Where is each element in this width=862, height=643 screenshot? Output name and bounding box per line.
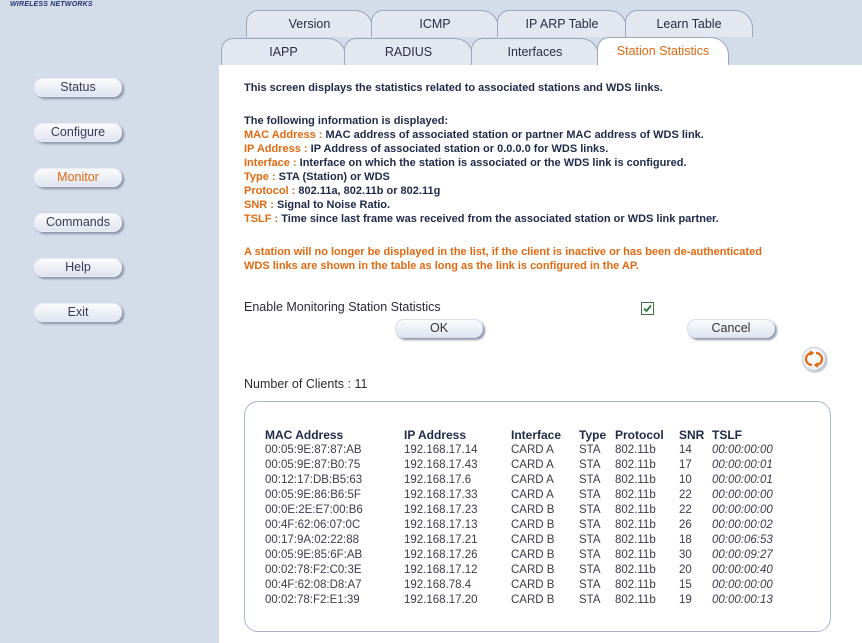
sidebar-item-status[interactable]: Status — [34, 78, 122, 97]
enable-monitoring-checkbox[interactable] — [641, 302, 654, 315]
sidebar-item-monitor[interactable]: Monitor — [34, 168, 122, 187]
cell-snr: 10 — [679, 473, 692, 486]
cell-ip: 192.168.17.43 — [404, 458, 478, 471]
cell-ip: 192.168.17.20 — [404, 593, 478, 606]
cell-protocol: 802.11b — [615, 593, 656, 606]
table-row — [265, 502, 782, 517]
cell-type: STA — [579, 458, 601, 471]
cell-mac: 00:12:17:DB:B5:63 — [265, 473, 363, 486]
col-mac-address: MAC Address — [265, 427, 344, 442]
col-snr: SNR — [679, 427, 705, 442]
table-header-row — [265, 427, 782, 442]
info-interface-text: Interface on which the station is associated or the WDS link is configured. — [299, 157, 687, 169]
col-protocol: Protocol — [615, 427, 664, 442]
col-ip-address: IP Address — [404, 427, 467, 442]
tab-version[interactable]: Version — [246, 10, 373, 37]
cell-snr: 17 — [679, 458, 692, 471]
cell-type: STA — [579, 443, 601, 456]
cell-ip: 192.168.17.23 — [404, 503, 478, 516]
cell-snr: 22 — [679, 488, 692, 501]
tab-learn-table[interactable]: Learn Table — [625, 10, 753, 37]
cell-protocol: 802.11b — [615, 458, 656, 471]
cell-type: STA — [579, 548, 601, 561]
info-type-text: STA (Station) or WDS — [278, 171, 390, 183]
cell-protocol: 802.11b — [615, 488, 656, 501]
info-tslf-text: Time since last frame was received from the associated station or WDS link partner. — [281, 213, 719, 225]
brand-logo-text: WIRELESS NETWORKS — [10, 1, 93, 8]
cell-snr: 15 — [679, 578, 692, 591]
cell-type: STA — [579, 533, 601, 546]
cell-protocol: 802.11b — [615, 563, 656, 576]
cell-tslf: 00:00:00:40 — [712, 563, 773, 576]
cell-interface: CARD B — [511, 563, 555, 576]
cell-tslf: 00:00:00:00 — [712, 488, 773, 501]
cell-type: STA — [579, 488, 601, 501]
cell-type: STA — [579, 518, 601, 531]
col-interface: Interface — [511, 427, 562, 442]
tab-radius[interactable]: RADIUS — [344, 38, 473, 65]
cell-snr: 30 — [679, 548, 692, 561]
cell-interface: CARD A — [511, 458, 554, 471]
table-row — [265, 562, 782, 577]
info-mac-text: MAC address of associated station or partner MAC address of WDS link. — [325, 129, 704, 141]
number-of-clients: Number of Clients : 11 — [244, 377, 368, 391]
intro-text: This screen displays the statistics related to associated stations and WDS links. — [244, 82, 663, 94]
tab-ip-arp-table[interactable]: IP ARP Table — [497, 10, 627, 37]
table-row — [265, 532, 782, 547]
table-row — [265, 457, 782, 472]
cell-mac: 00:05:9E:85:6F:AB — [265, 548, 363, 561]
cell-tslf: 00:00:00:00 — [712, 443, 773, 456]
cell-tslf: 00:00:00:13 — [712, 593, 773, 606]
cell-protocol: 802.11b — [615, 533, 656, 546]
station-table — [265, 427, 782, 607]
cell-protocol: 802.11b — [615, 443, 656, 456]
refresh-button[interactable] — [802, 347, 826, 371]
warning-wds: WDS links are shown in the table as long as the link is configured in the AP. — [244, 260, 639, 272]
cell-ip: 192.168.17.13 — [404, 518, 478, 531]
table-row — [265, 442, 782, 457]
cell-protocol: 802.11b — [615, 503, 656, 516]
cell-tslf: 00:00:00:00 — [712, 503, 773, 516]
cell-interface: CARD B — [511, 533, 555, 546]
info-type-label: Type : — [244, 171, 276, 183]
warning-inactive: A station will no longer be displayed in the list, if the client is inactive or has been de-authenticated — [244, 246, 762, 258]
tab-icmp[interactable]: ICMP — [371, 10, 499, 37]
info-mac-label: MAC Address : — [244, 129, 323, 141]
ok-button[interactable]: OK — [395, 319, 483, 338]
info-tslf — [244, 213, 719, 225]
cell-mac: 00:4F:62:08:D8:A7 — [265, 578, 362, 591]
cell-snr: 14 — [679, 443, 692, 456]
cell-protocol: 802.11b — [615, 518, 656, 531]
sidebar-item-commands[interactable]: Commands — [34, 213, 122, 232]
cell-tslf: 00:00:00:01 — [712, 458, 773, 471]
cell-type: STA — [579, 503, 601, 516]
info-interface — [244, 157, 687, 169]
cell-ip: 192.168.17.26 — [404, 548, 478, 561]
cell-protocol: 802.11b — [615, 548, 656, 561]
sidebar-item-configure[interactable]: Configure — [34, 123, 122, 142]
cell-mac: 00:02:78:F2:E1:39 — [265, 593, 360, 606]
cell-interface: CARD A — [511, 443, 554, 456]
cell-mac: 00:0E:2E:E7:00:B6 — [265, 503, 363, 516]
cell-snr: 20 — [679, 563, 692, 576]
cell-snr: 18 — [679, 533, 692, 546]
table-row — [265, 547, 782, 562]
info-snr — [244, 199, 390, 211]
cell-ip: 192.168.17.14 — [404, 443, 478, 456]
cell-type: STA — [579, 473, 601, 486]
info-ip — [244, 143, 608, 155]
info-type — [244, 171, 390, 183]
sidebar-item-help[interactable]: Help — [34, 258, 122, 277]
tab-iapp[interactable]: IAPP — [221, 38, 346, 65]
enable-monitoring-label: Enable Monitoring Station Statistics — [244, 300, 441, 314]
cell-ip: 192.168.17.33 — [404, 488, 478, 501]
cell-protocol: 802.11b — [615, 473, 656, 486]
main-content — [219, 65, 862, 643]
cell-mac: 00:05:9E:87:B0:75 — [265, 458, 361, 471]
cell-mac: 00:05:9E:86:B6:5F — [265, 488, 361, 501]
cell-ip: 192.168.78.4 — [404, 578, 472, 591]
refresh-icon — [803, 348, 825, 370]
info-ip-label: IP Address : — [244, 143, 308, 155]
info-ip-text: IP Address of associated station or 0.0.0.0 for WDS links. — [310, 143, 609, 155]
sidebar — [0, 0, 219, 643]
cell-mac: 00:4F:62:06:07:0C — [265, 518, 361, 531]
station-table-panel — [244, 401, 831, 632]
cancel-button[interactable]: Cancel — [687, 319, 775, 338]
cell-snr: 22 — [679, 503, 692, 516]
cell-type: STA — [579, 593, 601, 606]
cell-interface: CARD A — [511, 473, 554, 486]
info-tslf-label: TSLF : — [244, 213, 279, 225]
cell-ip: 192.168.17.21 — [404, 533, 478, 546]
table-row — [265, 577, 782, 592]
cell-interface: CARD A — [511, 488, 554, 501]
cell-interface: CARD B — [511, 518, 555, 531]
cell-protocol: 802.11b — [615, 578, 656, 591]
cell-tslf: 00:00:00:00 — [712, 578, 773, 591]
cell-interface: CARD B — [511, 593, 555, 606]
cell-tslf: 00:00:00:02 — [712, 518, 773, 531]
table-row — [265, 472, 782, 487]
cell-snr: 19 — [679, 593, 692, 606]
cell-tslf: 00:00:00:01 — [712, 473, 773, 486]
info-heading: The following information is displayed: — [244, 115, 449, 127]
cell-mac: 00:05:9E:87:87:AB — [265, 443, 362, 456]
cell-interface: CARD B — [511, 578, 555, 591]
checkmark-icon — [642, 303, 653, 314]
info-interface-label: Interface : — [244, 157, 297, 169]
cell-ip: 192.168.17.12 — [404, 563, 478, 576]
tab-interfaces[interactable]: Interfaces — [471, 38, 599, 65]
table-row — [265, 487, 782, 502]
cell-ip: 192.168.17.6 — [404, 473, 472, 486]
cell-mac: 00:17:9A:02:22:88 — [265, 533, 359, 546]
info-snr-text: Signal to Noise Ratio. — [277, 199, 391, 211]
cell-interface: CARD B — [511, 548, 555, 561]
info-snr-label: SNR : — [244, 199, 274, 211]
sidebar-item-exit[interactable]: Exit — [34, 303, 122, 322]
table-row — [265, 592, 782, 607]
tab-station-statistics[interactable]: Station Statistics — [597, 37, 729, 66]
info-protocol-text: 802.11a, 802.11b or 802.11g — [298, 185, 441, 197]
cell-interface: CARD B — [511, 503, 555, 516]
cell-type: STA — [579, 578, 601, 591]
cell-tslf: 00:00:06:53 — [712, 533, 773, 546]
info-protocol-label: Protocol : — [244, 185, 296, 197]
info-mac — [244, 129, 704, 141]
cell-snr: 26 — [679, 518, 692, 531]
col-tslf: TSLF — [712, 427, 742, 442]
col-type: Type — [579, 427, 607, 442]
table-row — [265, 517, 782, 532]
tab-bar — [219, 0, 862, 65]
info-protocol — [244, 185, 440, 197]
cell-type: STA — [579, 563, 601, 576]
cell-tslf: 00:00:09:27 — [712, 548, 773, 561]
cell-mac: 00:02:78:F2:C0:3E — [265, 563, 362, 576]
